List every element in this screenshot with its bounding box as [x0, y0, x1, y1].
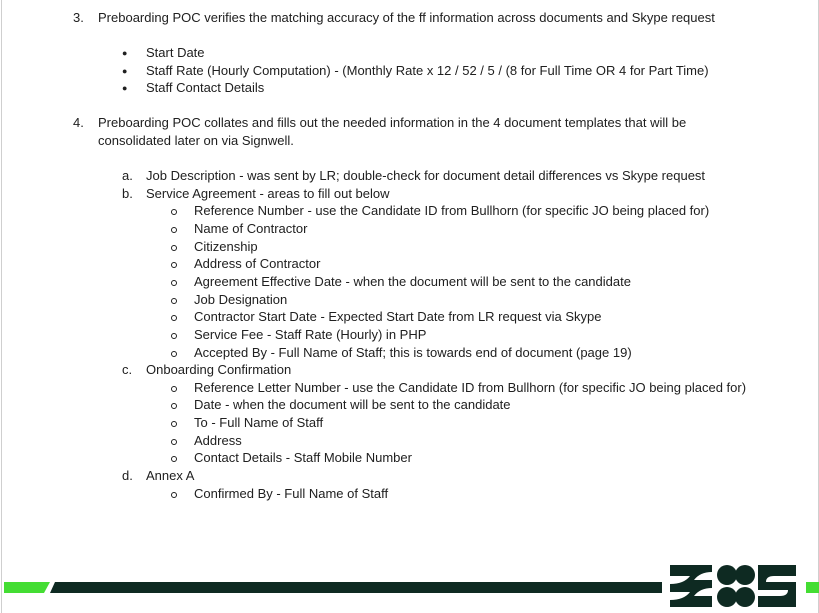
circle-bullet-icon [171, 333, 177, 339]
item4b-subitem-3: Citizenship [194, 239, 258, 254]
circle-bullet-icon [171, 421, 177, 427]
item3-bullet-1: Start Date [146, 45, 205, 60]
item4b-subitem-6: Job Designation [194, 292, 288, 307]
item4c-subitem-3: To - Full Name of Staff [194, 415, 324, 430]
item3-bullet-3: Staff Contact Details [146, 80, 265, 95]
circle-bullet-icon [171, 351, 177, 357]
sublist-letter-d: d. [122, 468, 133, 483]
item3-bullet-2: Staff Rate (Hourly Computation) - (Monthly Rate x 12 / 52 / 5 / (8 for Full Time OR 4 for Part Time) [146, 63, 709, 78]
circle-bullet-icon [171, 403, 177, 409]
list-number-4: 4. [73, 115, 84, 130]
circle-bullet-icon [171, 227, 177, 233]
list-number-3: 3. [73, 10, 84, 25]
item4b-text: Service Agreement - areas to fill out below [146, 186, 390, 201]
item4b-subitem-1: Reference Number - use the Candidate ID from Bullhorn (for specific JO being placed for) [194, 203, 710, 218]
footer-green-stripe-left [4, 582, 50, 593]
sublist-letter-b: b. [122, 186, 133, 201]
item4b-subitem-4: Address of Contractor [194, 256, 321, 271]
item4c-subitem-4: Address [194, 433, 242, 448]
circle-bullet-icon [171, 439, 177, 445]
bullet-dot: ● [122, 83, 128, 93]
sublist-letter-c: c. [122, 362, 133, 377]
item4-text-line-2: consolidated later on via Signwell. [98, 133, 294, 148]
bullet-dot: ● [122, 66, 128, 76]
circle-bullet-icon [171, 245, 177, 251]
item4c-subitem-1: Reference Letter Number - use the Candidate ID from Bullhorn (for specific JO being placed for) [194, 380, 747, 395]
circle-bullet-icon [171, 298, 177, 304]
circle-bullet-icon [171, 456, 177, 462]
footer-band [0, 560, 819, 613]
item4d-text: Annex A [146, 468, 195, 483]
page-edge-left [1, 0, 2, 613]
circle-bullet-icon [171, 315, 177, 321]
circle-bullet-icon [171, 386, 177, 392]
item4a-text: Job Description - was sent by LR; double-check for document detail differences vs Skype request [146, 168, 706, 183]
circle-bullet-icon [171, 262, 177, 268]
item4b-subitem-5: Agreement Effective Date - when the document will be sent to the candidate [194, 274, 631, 289]
circle-bullet-icon [171, 280, 177, 286]
item4c-subitem-2: Date - when the document will be sent to the candidate [194, 397, 511, 412]
item4b-subitem-2: Name of Contractor [194, 221, 308, 236]
company-logo-icon [668, 564, 796, 608]
footer-dark-stripe [50, 582, 662, 593]
item3-text: Preboarding POC verifies the matching accuracy of the ff information across documents and Skype request [98, 10, 715, 25]
sublist-letter-a: a. [122, 168, 133, 183]
circle-bullet-icon [171, 209, 177, 215]
item4c-text: Onboarding Confirmation [146, 362, 292, 377]
bullet-dot: ● [122, 48, 128, 58]
item4b-subitem-7: Contractor Start Date - Expected Start Date from LR request via Skype [194, 309, 602, 324]
item4c-subitem-5: Contact Details - Staff Mobile Number [194, 450, 412, 465]
item4d-subitem-1: Confirmed By - Full Name of Staff [194, 486, 389, 501]
item4-text-line-1: Preboarding POC collates and fills out the needed information in the 4 document templates that will be [98, 115, 687, 130]
circle-bullet-icon [171, 492, 177, 498]
footer-green-stripe-right [806, 582, 819, 593]
item4b-subitem-8: Service Fee - Staff Rate (Hourly) in PHP [194, 327, 427, 342]
item4b-subitem-9: Accepted By - Full Name of Staff; this is towards end of document (page 19) [194, 345, 632, 360]
